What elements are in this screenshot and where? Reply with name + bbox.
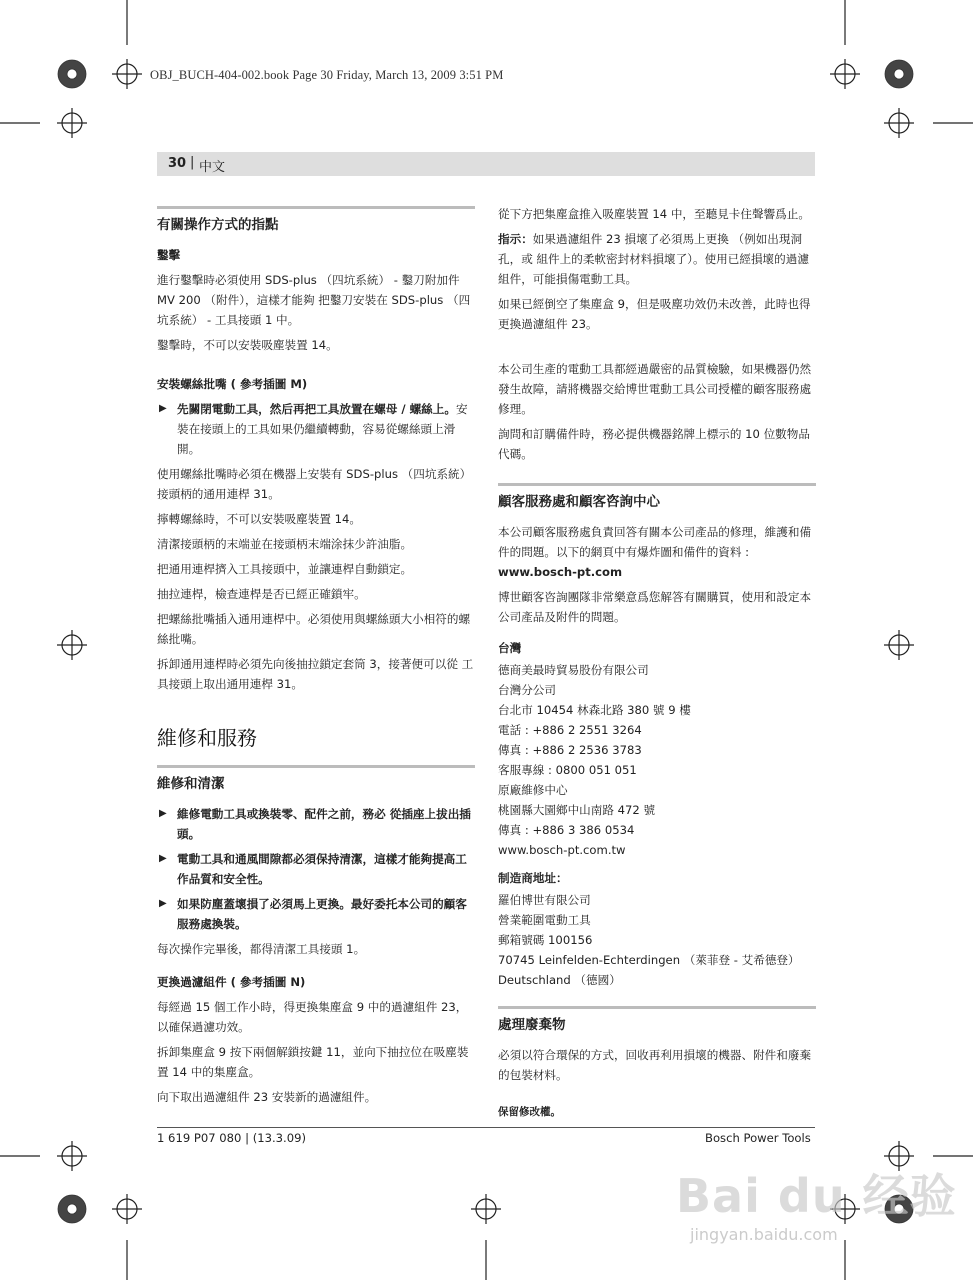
screwdriver-p6: 把螺絲批嘴插入通用連桿中。必須使用與螺絲頭大小相符的螺絲批嘴。 — [157, 612, 471, 646]
maker-line: 郵箱號碼 100156 — [498, 933, 593, 947]
footer-rule — [157, 1127, 815, 1128]
maker-line: 羅伯博世有限公司 — [498, 893, 591, 907]
cleaning-bullet-1 — [157, 804, 475, 844]
screwdriver-p1: 使用螺絲批嘴時必須在機器上安裝有 SDS-plus （四坑系統）接頭柄的通用連桿 31。 — [157, 467, 472, 501]
filter-p2: 拆卸集塵盒 9 按下兩個解鎖按鍵 11，並向下抽拉位在吸塵裝置 14 中的集塵盒。 — [157, 1045, 469, 1079]
taiwan-line: 傳真 : +886 2 2536 3783 — [498, 743, 642, 757]
disposal-p1: 必須以符合環保的方式，回收再利用損壞的機器、附件和廢棄的包裝材料。 — [498, 1048, 812, 1082]
service-url-link[interactable]: www.bosch-pt.com — [498, 565, 623, 579]
section-title-operation: 有關操作方式的指點 — [157, 217, 279, 233]
screwdriver-p7: 拆卸通用連桿時必須先向後抽拉鎖定套筒 3，接著便可以從 工具接頭上取出通用連桿 31。 — [157, 657, 474, 691]
filter-heading: 更換過濾組件 ( 參考插圖 N) — [157, 975, 306, 989]
baidu-watermark-logo: Bai du 经验 — [676, 1169, 957, 1223]
taiwan-line: 客服專線 : 0800 051 051 — [498, 763, 637, 777]
screwdriver-p2: 擰轉螺絲時，不可以安裝吸塵裝置 14。 — [157, 512, 361, 526]
filter-p3: 向下取出過濾組件 23 安裝新的過濾組件。 — [157, 1090, 377, 1104]
bullet-text: 維修電動工具或換裝零、配件之前，務必 從插座上拔出插頭。 — [177, 807, 471, 841]
section-rule — [157, 765, 475, 768]
cleaning-p1: 每次操作完畢後，都得清潔工具接頭 1。 — [157, 942, 366, 956]
taiwan-url-link[interactable]: www.bosch-pt.com.tw — [498, 843, 626, 857]
chiseling-heading: 鑿擊 — [157, 248, 181, 262]
section-rule — [498, 1006, 816, 1009]
service-p1: 本公司顧客服務處負責回答有關本公司產品的修理，維護和備件的問題。以下的網頁中有爆炸圖和備件的資料 : — [498, 525, 812, 559]
maker-heading: 制造商地址： — [498, 871, 568, 885]
bullet-text: 安裝在接頭上的工具如果仍繼續轉動，容易從螺絲頭上滑開。 — [177, 402, 468, 456]
baidu-watermark-url: jingyan.baidu.com — [690, 1225, 838, 1244]
filter-p1: 每經過 15 個工作小時，得更換集塵盒 9 中的過濾組件 23，以確保過濾功效。 — [157, 1000, 468, 1034]
footer-brand: Bosch Power Tools — [705, 1131, 811, 1145]
page-band — [157, 152, 815, 176]
reserve-note: 保留修改權。 — [498, 1106, 561, 1118]
page-number: 30 — [168, 156, 187, 171]
cleaning-bullet-2 — [157, 849, 475, 889]
taiwan-line: 台北市 10454 林森北路 380 號 9 樓 — [498, 703, 691, 717]
bullet-triangle-icon: ▶ — [159, 898, 167, 909]
left-column — [157, 206, 475, 1112]
taiwan-line: 桃園縣大園鄉中山南路 472 號 — [498, 803, 656, 817]
service-p2: 博世顧客咨詢團隊非常樂意爲您解答有關購買，使用和設定本公司產品及附件的問題。 — [498, 590, 812, 624]
note-text: 如果過濾組件 23 損壞了必須馬上更換 （例如出現洞孔，或 組件上的柔軟密封材料損壞了）。使用已經損壞的過濾組件，可能損傷電動工具。 — [498, 232, 809, 286]
bullet-triangle-icon: ▶ — [159, 403, 167, 414]
chiseling-p2: 鑿擊時，不可以安裝吸塵裝置 14。 — [157, 338, 338, 352]
taiwan-line: 原廠維修中心 — [498, 783, 568, 797]
taiwan-heading: 台灣 — [498, 641, 522, 655]
screwdriver-bullet — [157, 399, 475, 459]
footer-doc-code: 1 619 P07 080 | (13.3.09) — [157, 1131, 307, 1145]
cleaning-title: 維修和清潔 — [157, 776, 225, 792]
taiwan-line: 電話 : +886 2 2551 3264 — [498, 723, 642, 737]
screwdriver-p4: 把通用連桿擠入工具接頭中，並讓連桿自動鎖定。 — [157, 562, 413, 576]
maker-line: Deutschland （德國） — [498, 973, 621, 987]
right-p2: 如果已經倒空了集塵盒 9，但是吸塵功效仍未改善，此時也得 更換過濾組件 23。 — [498, 297, 811, 331]
screwdriver-p5: 抽拉連桿，檢查連桿是否已經正確鎖牢。 — [157, 587, 366, 601]
maker-line: 70745 Leinfelden-Echterdingen （萊菲登 - 艾希德登） — [498, 953, 800, 967]
maintenance-title: 維修和服務 — [157, 726, 257, 750]
right-column — [498, 204, 816, 1127]
right-p3: 本公司生產的電動工具都經過嚴密的品質檢驗，如果機器仍然發生故障，請將機器交給博世電動工具公司授權的顧客服務處修理。 — [498, 362, 812, 416]
note-label: 指示： — [498, 232, 533, 246]
bullet-text: 電動工具和通風間隙都必須保持清潔，這樣才能夠提高工作品質和安全性。 — [177, 852, 467, 886]
chiseling-p1: 進行鑿擊時必須使用 SDS-plus （四坑系統） - 鑿刀附加件 MV 200 （附件），這樣才能夠 把鑿刀安裝在 SDS-plus （四坑系統） - 工具接頭 1 中。 — [157, 273, 471, 327]
screwdriver-p3: 清潔接頭柄的末端並在接頭柄末端涂抹少許油脂。 — [157, 537, 413, 551]
bullet-triangle-icon: ▶ — [159, 853, 167, 864]
bullet-text: 如果防塵蓋壞損了必須馬上更換。最好委托本公司的顧客服務處換裝。 — [177, 897, 467, 931]
print-header: OBJ_BUCH-404-002.book Page 30 Friday, March 13, 2009 3:51 PM — [150, 68, 504, 82]
bullet-bold-text: 先關閉電動工具，然后再把工具放置在螺母 / 螺絲上。 — [177, 402, 456, 416]
screwdriver-heading: 安裝螺絲批嘴 ( 參考插圖 M) — [157, 377, 308, 391]
bullet-triangle-icon: ▶ — [159, 808, 167, 819]
taiwan-line: 傳真 : +886 3 386 0534 — [498, 823, 635, 837]
section-rule — [498, 483, 816, 486]
page-language: 中文 — [199, 160, 226, 175]
taiwan-line: 德商美最時貿易股份有限公司 — [498, 663, 649, 677]
cleaning-bullet-3 — [157, 894, 475, 934]
note-paragraph — [498, 229, 816, 289]
disposal-title: 處理廢棄物 — [498, 1017, 566, 1033]
service-title: 顧客服務處和顧客咨詢中心 — [498, 494, 660, 510]
section-rule — [157, 206, 475, 209]
page-band-separator: | — [190, 155, 195, 170]
taiwan-line: 台灣分公司 — [498, 683, 556, 697]
right-p4: 詢問和訂購備件時，務必提供機器銘牌上標示的 10 位數物品代碼。 — [498, 427, 810, 461]
maker-line: 營業範圍電動工具 — [498, 913, 591, 927]
right-p1: 從下方把集塵盒推入吸塵裝置 14 中，至聽見卡住聲響爲止。 — [498, 207, 810, 221]
